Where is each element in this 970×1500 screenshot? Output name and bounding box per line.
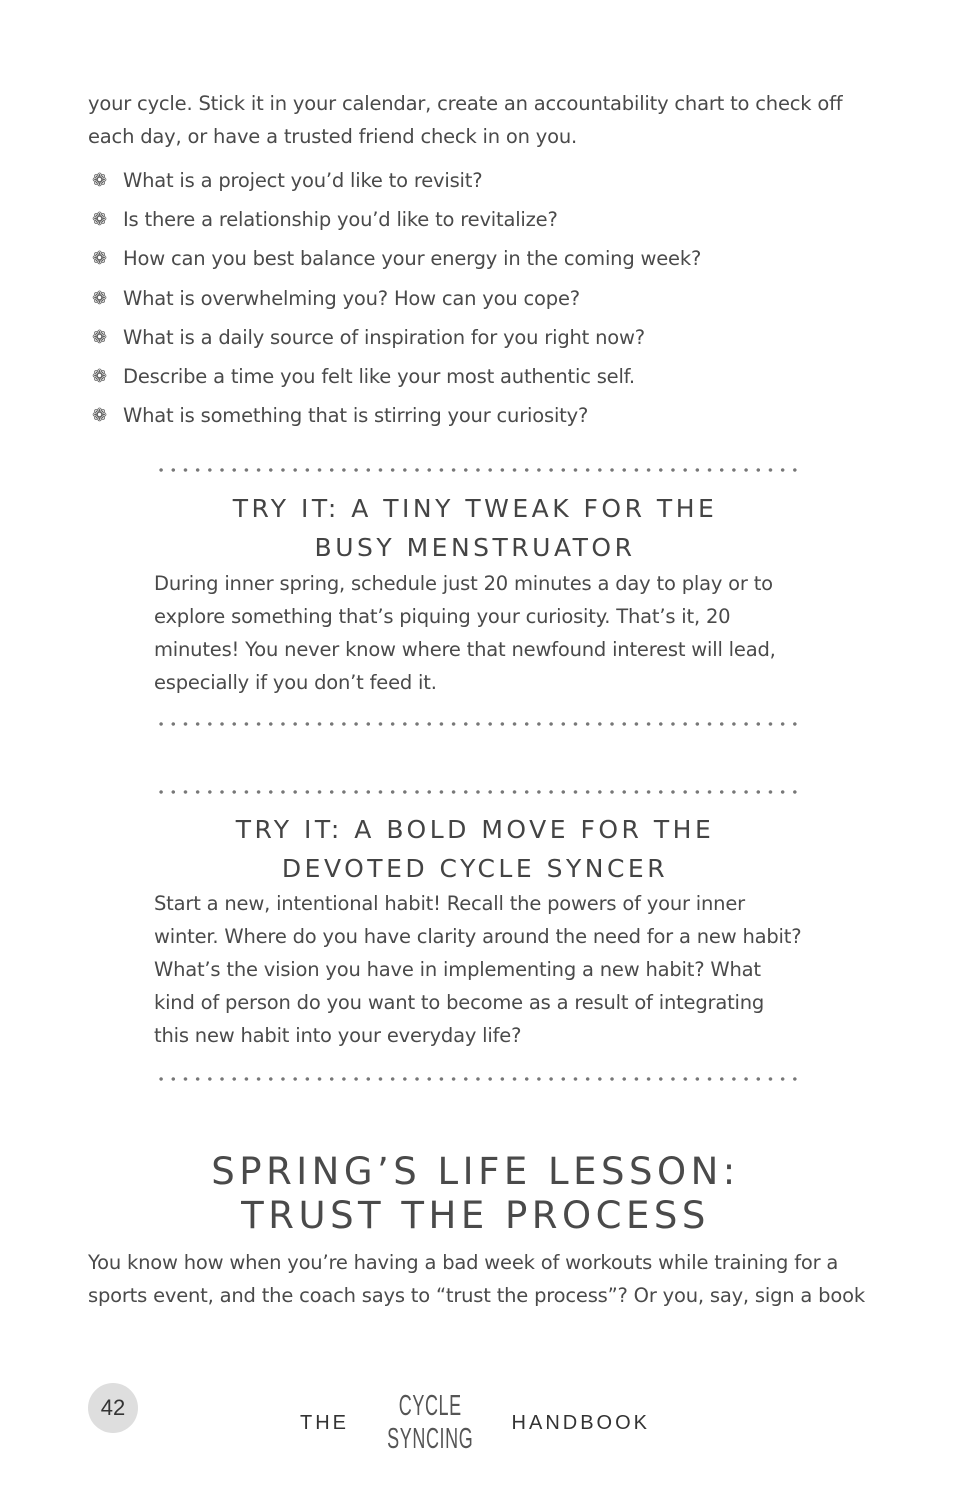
footer-handbook: HANDBOOK — [511, 1411, 650, 1434]
dotted-divider — [155, 1077, 797, 1081]
flower-icon: ❁ — [92, 287, 107, 309]
list-item — [92, 399, 701, 438]
list-item-text: Describe a time you felt like your most authentic self. — [123, 364, 635, 388]
list-item — [92, 164, 701, 203]
list-item-text: How can you best balance your energy in the coming week? — [123, 247, 702, 271]
list-item — [92, 360, 701, 399]
running-footer — [300, 1390, 650, 1456]
section-title — [88, 1150, 863, 1238]
page-number: 42 — [88, 1383, 138, 1433]
list-item-text: What is something that is stirring your curiosity? — [123, 404, 589, 428]
flower-icon: ❁ — [92, 170, 107, 191]
dotted-divider — [155, 790, 797, 794]
list-item — [92, 282, 701, 321]
section-title-line1: SPRING’S LIFE LESSON: — [211, 1150, 740, 1193]
intro-paragraph: your cycle. Stick it in your calendar, create an accountability chart to check off each day, or have a trusted friend check in on you. — [88, 92, 843, 148]
list-item-text: What is a daily source of inspiration for you right now? — [123, 325, 645, 349]
list-item-text: What is overwhelming you? How can you cope? — [123, 286, 580, 310]
flower-icon: ❁ — [92, 248, 107, 270]
list-item — [92, 321, 701, 360]
dotted-divider — [155, 468, 797, 472]
list-item — [92, 203, 701, 242]
box1-title-line1: TRY IT: A TINY TWEAK FOR THE — [232, 494, 718, 523]
flower-icon: ❁ — [92, 209, 107, 231]
box2-title-line2: DEVOTED CYCLE SYNCER — [281, 854, 669, 883]
flower-icon: ❁ — [92, 365, 107, 387]
box1-body: During inner spring, schedule just 20 minutes a day to play or to explore something that’s piquing your curiosity. That’s it, 20 minutes! You never know where that newfound interest will lead, especially if you don’t feed it. — [154, 572, 776, 694]
section-title-line2: TRUST THE PROCESS — [241, 1194, 710, 1237]
box2-title-line1: TRY IT: A BOLD MOVE FOR THE — [235, 815, 715, 844]
prompt-list — [92, 164, 701, 438]
section-body: You know how when you’re having a bad week of workouts while training for a sports event, and the coach says to “trust the process”? Or you, say, sign a book — [88, 1251, 865, 1307]
list-item-text: Is there a relationship you’d like to revitalize? — [123, 208, 558, 232]
footer-script-title: CYCLE SYNCING — [387, 1390, 474, 1455]
flower-icon: ❁ — [92, 405, 107, 427]
box1-title-line2: BUSY MENSTRUATOR — [314, 533, 636, 562]
box2-body: Start a new, intentional habit! Recall the powers of your inner winter. Where do you have clarity around the need for a new habit? What’s the vision you have in implementing a new habit? What kind of person do you want to become as a result of integrating this new habit into your everyday life? — [154, 892, 802, 1047]
flower-icon: ❁ — [92, 326, 107, 348]
list-item — [92, 242, 701, 281]
list-item-text: What is a project you’d like to revisit? — [123, 169, 483, 192]
dotted-divider — [155, 722, 797, 726]
footer-the: THE — [300, 1411, 349, 1434]
